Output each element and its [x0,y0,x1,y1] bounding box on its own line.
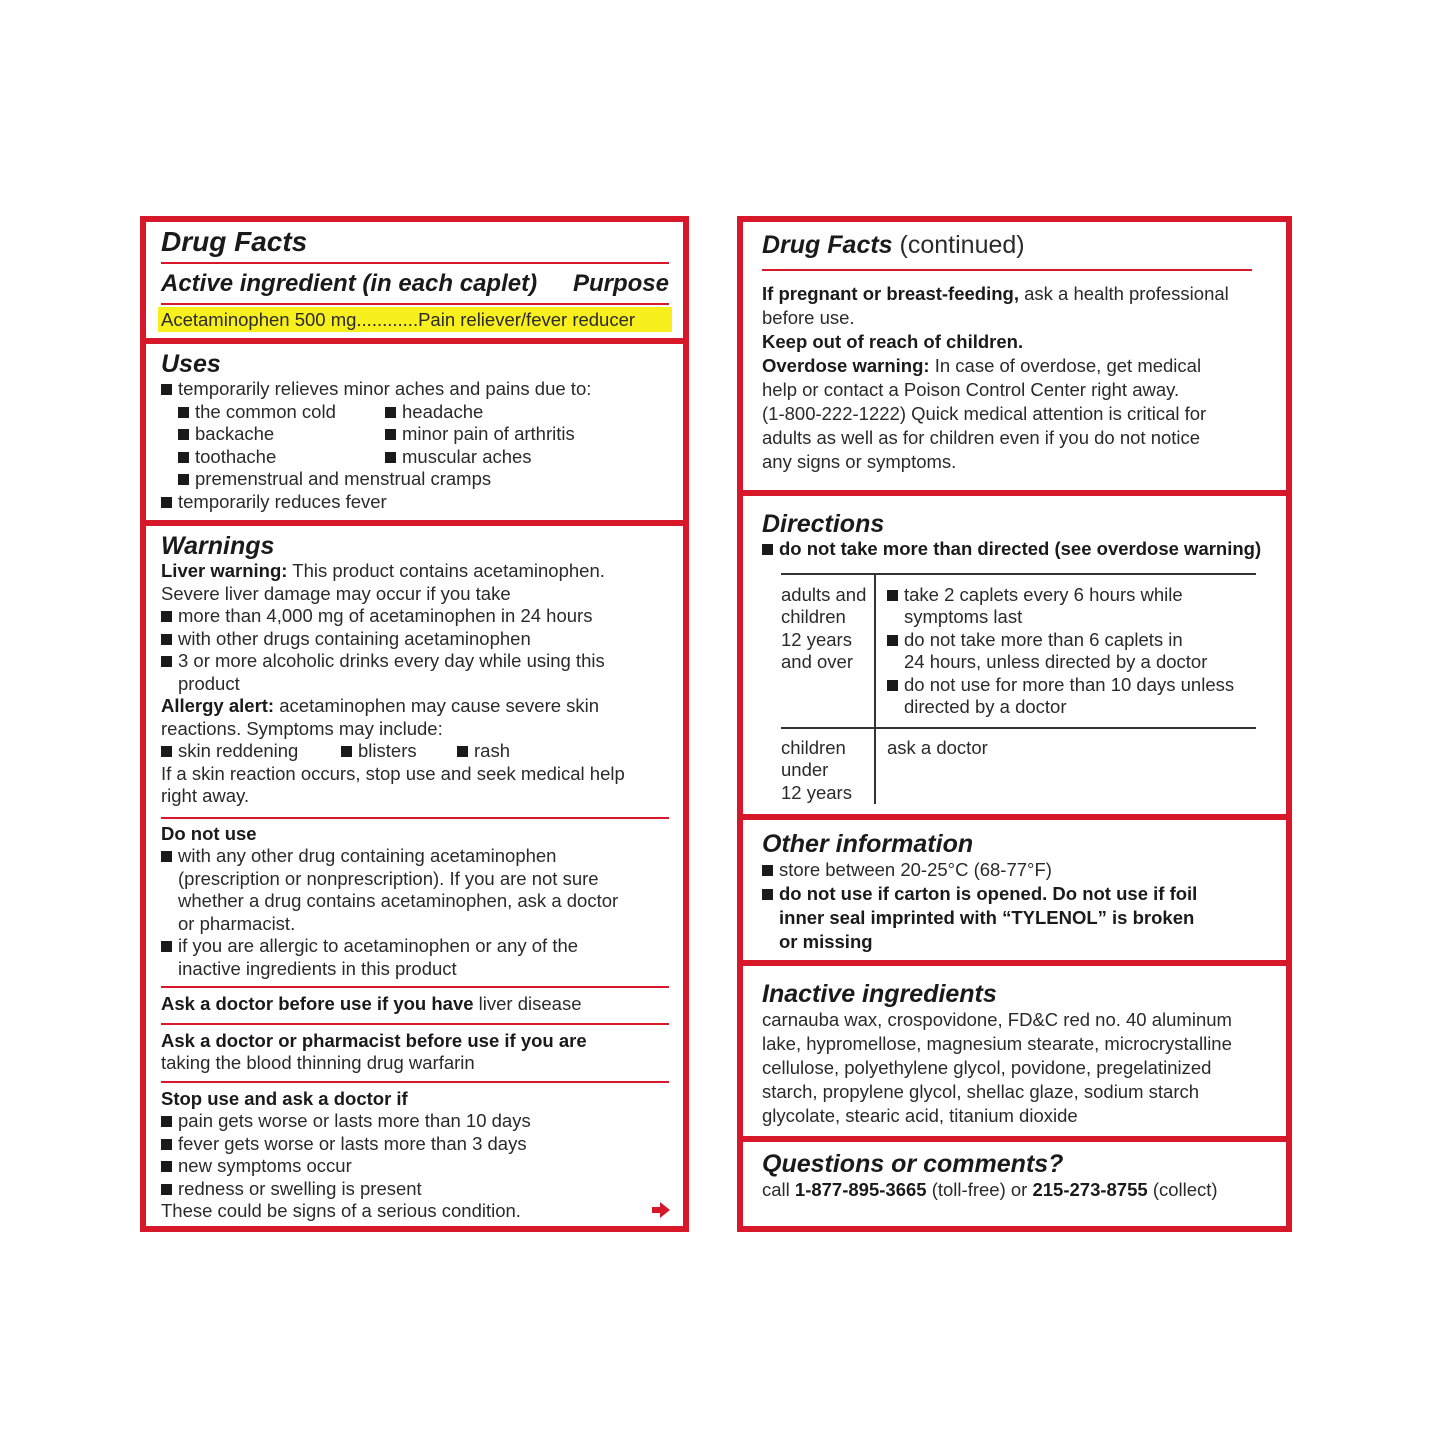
inactive-ingredients-text: carnauba wax, crospovidone, FD&C red no. 40 aluminum [762,1009,1232,1030]
do-not-use-heading: Do not use [161,822,257,844]
directions-heading: Directions [762,510,885,538]
bullet-square-icon [385,429,396,440]
drug-facts-header-section [146,222,683,338]
bullet-square-icon [762,544,773,555]
list-item-continued: inactive ingredients in this product [178,957,457,979]
drug-facts-panel-right [737,216,1292,1232]
list-item-continued: product [178,672,240,694]
bullet-square-icon [341,746,352,757]
inactive-ingredients-text: glycolate, stearic acid, titanium dioxide [762,1105,1078,1126]
list-item: the common cold [178,401,385,424]
bullet-square-icon [161,941,172,952]
list-item: if you are allergic to acetaminophen or any of the [161,935,669,958]
dosage-table [781,573,1256,805]
divider [161,262,669,264]
toll-free-phone: 1-877-895-3665 [794,1179,927,1200]
list-item: with any other drug containing acetaminophen [161,845,669,868]
list-item-continued: or pharmacist. [178,912,296,934]
overdose-warning: Overdose warning: In case of overdose, get medical [762,355,1202,376]
stop-use-heading: Stop use and ask a doctor if [161,1087,408,1109]
directions-note: do not take more than directed (see overdose warning) [762,538,1252,561]
drug-facts-continued-section [743,222,1286,490]
divider [762,269,1252,271]
other-information-heading: Other information [762,830,974,858]
other-information-section [743,820,1286,960]
bullet-square-icon [887,590,898,601]
list-item: do not take more than 6 caplets in [887,629,1256,652]
questions-contact: call 1-877-895-3665 (toll-free) or 215-273-8755 (collect) [762,1179,1218,1200]
questions-heading: Questions or comments? [762,1150,1064,1178]
divider [161,817,669,819]
inactive-ingredients-text: starch, propylene glycol, shellac glaze, sodium starch [762,1081,1200,1102]
inactive-ingredients-heading: Inactive ingredients [762,980,997,1008]
bullet-square-icon [385,407,396,418]
allergy-alert: Allergy alert: acetaminophen may cause severe skin [161,695,600,716]
bullet-square-icon [178,452,189,463]
list-item: redness or swelling is present [161,1178,669,1201]
bullet-square-icon [762,865,773,876]
skin-reaction-text: If a skin reaction occurs, stop use and seek medical help [161,762,625,784]
bullet-square-icon [161,611,172,622]
bullet-square-icon [161,1116,172,1127]
dosage-instructions-cell: ask a doctor [887,736,988,758]
list-item-continued: whether a drug contains acetaminophen, ask a doctor [178,890,619,911]
inactive-ingredients-text: cellulose, polyethylene glycol, povidone, pregelatinized [762,1057,1212,1078]
active-ingredient-heading: Active ingredient (in each caplet) [161,270,538,297]
list-item-continued: inner seal imprinted with “TYLENOL” is broken [779,907,1195,928]
list-item: backache [178,423,385,446]
list-item: do not use for more than 10 days unless [887,674,1256,697]
overdose-warning-text: help or contact a Poison Control Center right away. [762,379,1180,400]
uses-sub-grid [161,401,669,469]
list-item: premenstrual and menstrual cramps [161,468,669,491]
overdose-warning-text: adults as well as for children even if you do not notice [762,427,1201,448]
uses-section [146,344,683,520]
bullet-square-icon [887,680,898,691]
drug-facts-title: Drug Facts [161,226,308,257]
overdose-warning-text: (1-800-222-1222) Quick medical attention is critical for [762,403,1207,424]
liver-warning: Liver warning: This product contains acetaminophen. [161,560,605,581]
divider [161,303,669,305]
list-item: pain gets worse or lasts more than 10 days [161,1110,669,1133]
bullet-square-icon [161,634,172,645]
overdose-warning-text: any signs or symptoms. [762,451,957,472]
list-item: fever gets worse or lasts more than 3 days [161,1133,669,1156]
bullet-square-icon [457,746,468,757]
ask-pharmacist-heading: Ask a doctor or pharmacist before use if you are [161,1029,587,1051]
bullet-square-icon [161,497,172,508]
bullet-square-icon [178,429,189,440]
bullet-square-icon [161,746,172,757]
list-item: skin reddening [161,740,341,763]
symptoms-row [161,740,669,763]
inactive-ingredients-text: lake, hypromellose, magnesium stearate, microcrystalline [762,1033,1232,1054]
drug-facts-panel-left [140,216,689,1232]
list-item-continued: or missing [779,931,873,952]
list-item: new symptoms occur [161,1155,669,1178]
list-item: with other drugs containing acetaminophen [161,628,669,651]
list-item: blisters [341,740,457,763]
divider [161,986,669,988]
ask-pharmacist-text: taking the blood thinning drug warfarin [161,1052,475,1073]
bullet-square-icon [887,635,898,646]
ask-doctor-liver: Ask a doctor before use if you have liver disease [161,993,582,1014]
bullet-square-icon [161,656,172,667]
drug-facts-continued-title: Drug Facts (continued) [762,231,1025,259]
list-item: muscular aches [385,446,669,469]
bullet-square-icon [161,1161,172,1172]
list-item: temporarily reduces fever [161,491,669,514]
list-item: do not use if carton is opened. Do not use if foil [762,882,1252,906]
active-ingredient-line: Acetaminophen 500 mg............Pain reliever/fever reducer [158,307,672,332]
collect-phone: 215-273-8755 [1032,1179,1148,1200]
list-item: headache [385,401,669,424]
bullet-square-icon [762,889,773,900]
questions-section [743,1142,1286,1226]
divider [161,1081,669,1083]
liver-warning-text: Severe liver damage may occur if you take [161,582,511,604]
list-item: take 2 caplets every 6 hours while [887,584,1256,607]
table-row [781,574,1256,728]
bullet-square-icon [161,1139,172,1150]
list-item: minor pain of arthritis [385,423,669,446]
list-item: toothache [178,446,385,469]
dosage-age-cell: adults and children 12 years and over [781,574,875,728]
stop-use-footer: These could be signs of a serious condition. [161,1200,521,1221]
uses-heading: Uses [161,350,221,378]
bullet-square-icon [385,452,396,463]
dosage-age-cell: children under 12 years [781,728,875,805]
bullet-square-icon [161,384,172,395]
dosage-instructions-cell: take 2 caplets every 6 hours while symptoms last do not take more than 6 caplets in 24 hours, unless directed by a doctor do not use for more than 10 days unless directed by a doctor [875,574,1256,728]
bullet-square-icon [178,407,189,418]
allergy-alert-text: reactions. Symptoms may include: [161,717,443,739]
pregnancy-warning-text: before use. [762,307,855,328]
active-ingredient-header-row [161,270,669,298]
list-item: temporarily relieves minor aches and pains due to: [161,378,669,401]
bullet-square-icon [161,1184,172,1195]
keep-out-of-reach: Keep out of reach of children. [762,331,1024,352]
pregnancy-warning: If pregnant or breast-feeding, ask a health professional [762,283,1229,304]
bullet-square-icon [161,851,172,862]
divider [161,1023,669,1025]
directions-section [743,496,1286,814]
skin-reaction-text: right away. [161,785,250,806]
list-item: store between 20-25°C (68-77°F) [762,858,1252,882]
purpose-heading: Purpose [572,270,669,297]
list-item: 3 or more alcoholic drinks every day while using this [161,650,669,673]
list-item: more than 4,000 mg of acetaminophen in 24 hours [161,605,669,628]
list-item: rash [457,740,510,763]
bullet-square-icon [178,474,189,485]
table-row [781,728,1256,805]
inactive-ingredients-section [743,966,1286,1136]
warnings-heading: Warnings [161,532,275,560]
warnings-section [146,526,683,1226]
arrow-right-icon [652,1202,670,1218]
list-item-continued: (prescription or nonprescription). If you are not sure [178,867,599,889]
